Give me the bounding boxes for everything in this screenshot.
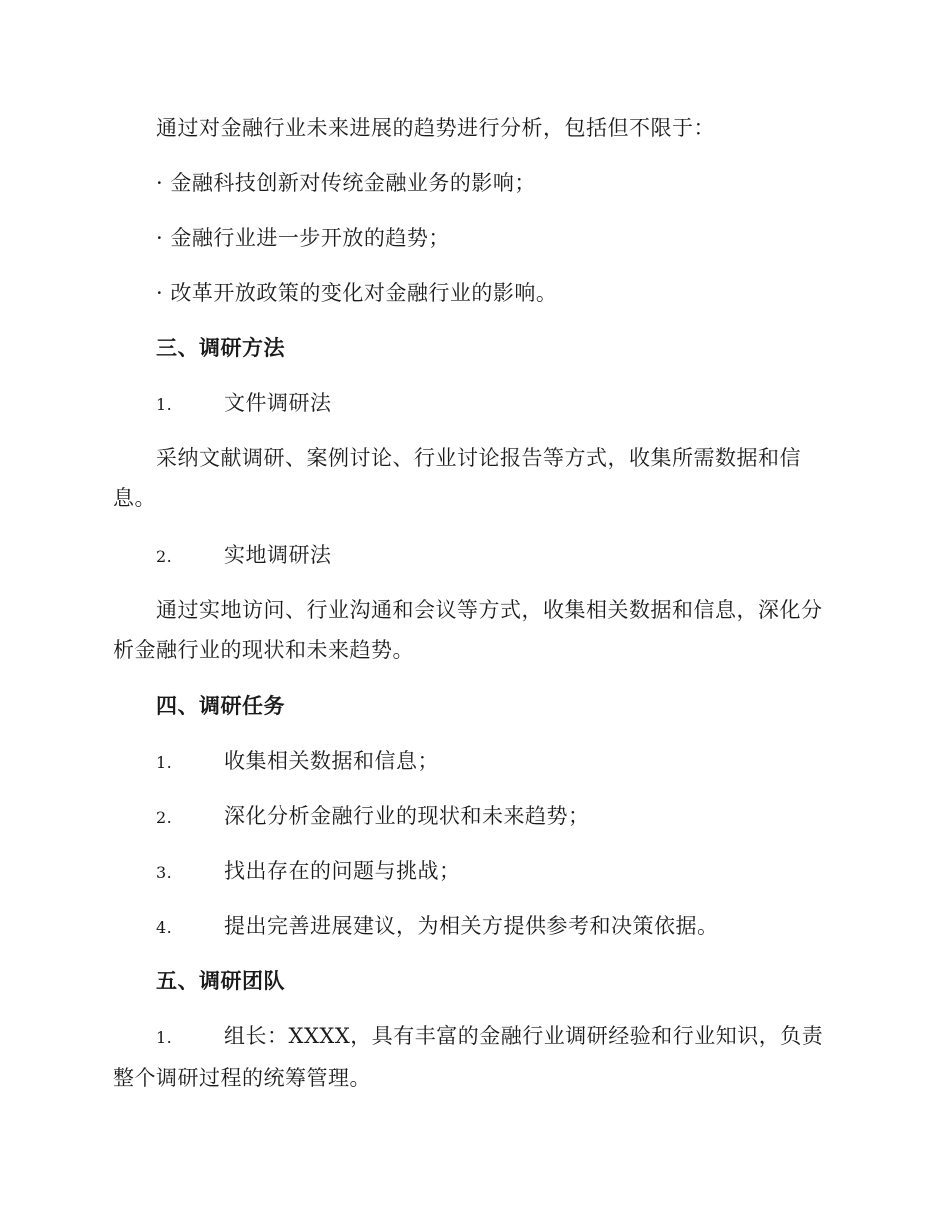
- task-item-1: [156, 741, 439, 783]
- bullet-item-3: · 改革开放政策的变化对金融行业的影响。: [156, 281, 558, 305]
- method-2-description: 通过实地访问、行业沟通和会议等方式，收集相关数据和信息，深化分析金融行业的现状和未来趋势。: [113, 598, 823, 662]
- task-text: 找出存在的问题与挑战；: [224, 859, 461, 883]
- list-number: 4.: [156, 918, 173, 937]
- section-heading-tasks: 四、调研任务: [156, 693, 285, 718]
- list-number: 2.: [156, 808, 173, 827]
- method-1-description: 采纳文献调研、案例讨论、行业讨论报告等方式，收集所需数据和信息。: [113, 446, 801, 510]
- list-number: 2.: [156, 547, 173, 566]
- list-number: 1.: [156, 753, 173, 772]
- task-item-2: [156, 796, 590, 838]
- task-item-3: [156, 851, 461, 893]
- method-title: 文件调研法: [224, 391, 332, 415]
- task-text: 深化分析金融行业的现状和未来趋势；: [224, 804, 590, 828]
- task-text: 收集相关数据和信息；: [224, 749, 439, 773]
- team-text: 组长：XXXX，具有丰富的金融行业调研经验和行业知识，负责整个调研过程的统筹管理。: [113, 1024, 824, 1090]
- list-number: 1.: [156, 395, 173, 414]
- task-text: 提出完善进展建议，为相关方提供参考和决策依据。: [224, 914, 719, 938]
- list-number: 3.: [156, 863, 173, 882]
- bullet-item-2: · 金融行业进一步开放的趋势；: [156, 226, 450, 250]
- method-item-2: [156, 535, 332, 577]
- list-number: 1.: [156, 1028, 173, 1047]
- intro-paragraph: 通过对金融行业未来进展的趋势进行分析，包括但不限于：: [156, 116, 715, 140]
- method-item-1: [156, 383, 332, 425]
- bullet-item-1: · 金融科技创新对传统金融业务的影响；: [156, 171, 536, 195]
- section-heading-methods: 三、调研方法: [156, 335, 285, 360]
- task-item-4: [156, 906, 719, 948]
- method-title: 实地调研法: [224, 543, 332, 567]
- section-heading-team: 五、调研团队: [156, 968, 285, 993]
- team-item-1: [113, 1016, 837, 1098]
